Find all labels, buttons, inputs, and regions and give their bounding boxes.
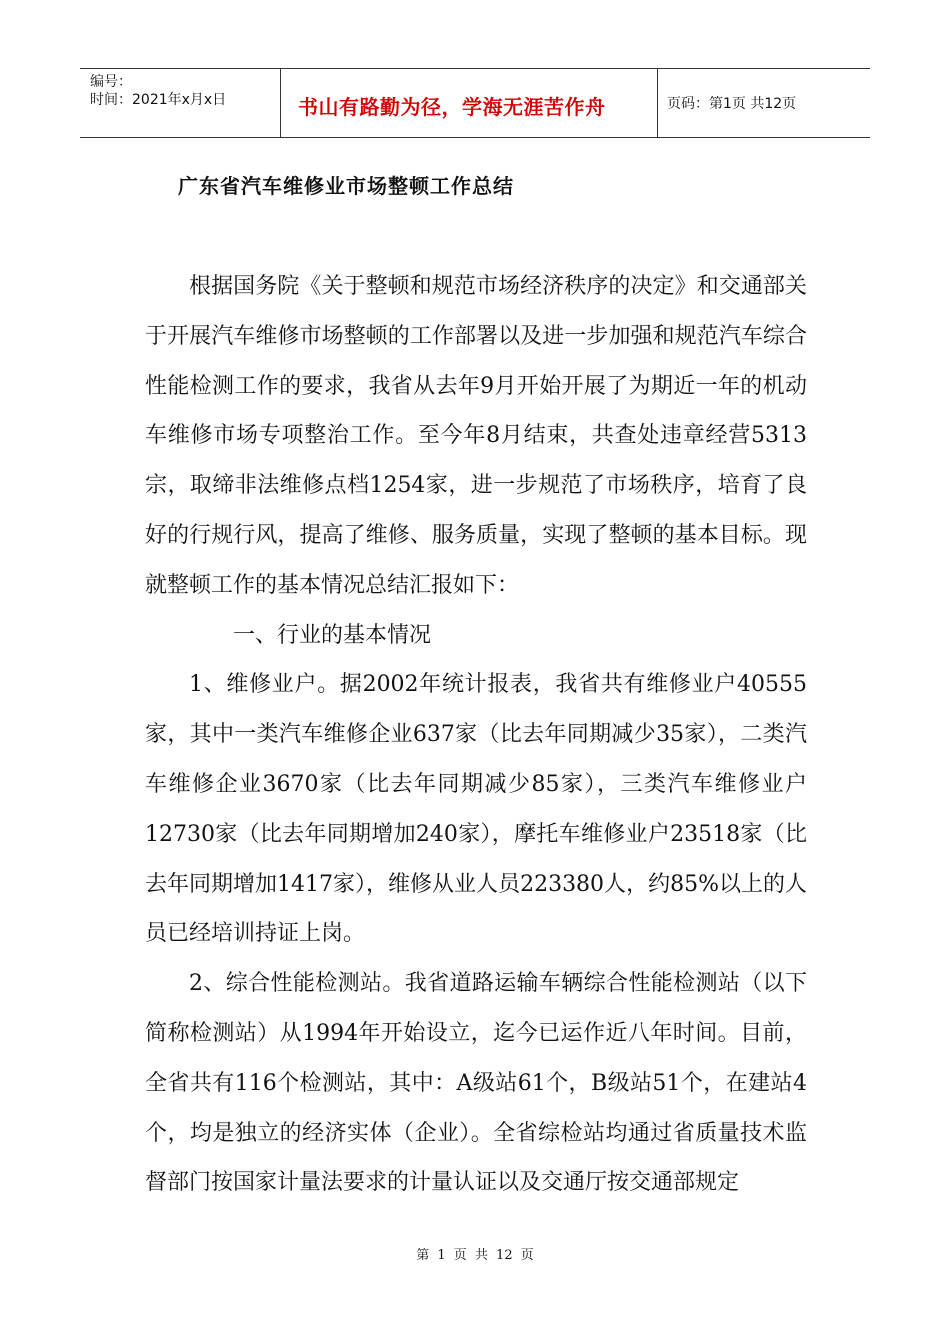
motto-text: 书山有路勤为径，学海无涯苦作舟 <box>298 95 606 119</box>
document-body <box>145 262 807 1208</box>
number-label: 编号： <box>90 74 132 90</box>
time-label: 时间：2021年x月x日 <box>90 92 227 108</box>
paragraph-intro: 根据国务院《关于整顿和规范市场经济秩序的决定》和交通部关于开展汽车维修市场整顿的工作部署以及进一步加强和规范汽车综合性能检测工作的要求，我省从去年9月开始开展了为期近一年的机动车维修市场专项整治工作。至今年8月结束，共查处违章经营5313宗，取缔非法维修点档1254家，进一步规范了市场秩序，培育了良好的行规行风，提高了维修、服务质量，实现了整顿的基本目标。现就整顿工作的基本情况总结汇报如下： <box>145 274 807 598</box>
header-page-cell <box>658 69 870 137</box>
header-motto-cell <box>281 69 658 137</box>
document-title: 广东省汽车维修业市场整顿工作总结 <box>178 174 514 198</box>
section-heading: 一、行业的基本情况 <box>233 622 432 648</box>
paragraph-repair-shops: 1、维修业户。据2002年统计报表，我省共有维修业户40555家，其中一类汽车维修企业637家（比去年同期减少35家），二类汽车维修企业3670家（比去年同期减少85家），三类汽车维修业户12730家（比去年同期增加240家），摩托车维修业户23518家（比去年同期增加1417家），维修从业人员223380人，约85%以上的人员已经培训持证上岗。 <box>145 672 807 947</box>
page-footer: 第 1 页 共 12 页 <box>416 1248 534 1263</box>
page-info: 页码：第1页 共12页 <box>667 96 797 112</box>
paragraph-inspection-stations: 2、综合性能检测站。我省道路运输车辆综合性能检测站（以下简称检测站）从1994年开始设立，迄今已运作近八年时间。目前，全省共有116个检测站，其中：A级站61个，B级站51个，在建站4个，均是独立的经济实体（企业）。全省综检站均通过省质量技术监督部门按国家计量法要求的计量认证以及交通厅按交通部规定 <box>145 971 807 1196</box>
header-meta-cell <box>80 69 281 137</box>
document-header <box>80 68 870 138</box>
